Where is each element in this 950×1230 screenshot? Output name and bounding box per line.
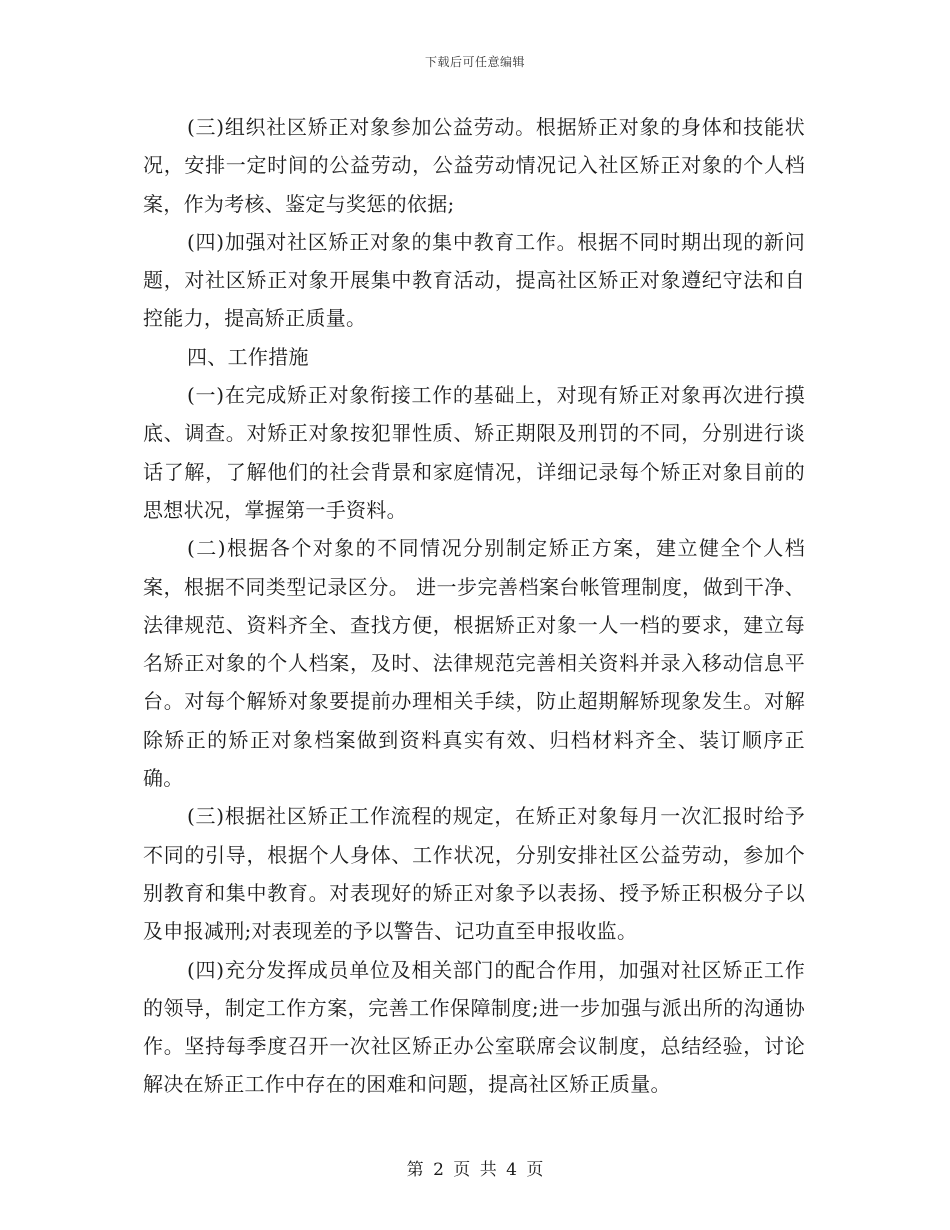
section-heading: 四、工作措施 [187, 344, 309, 369]
paragraph: (四)加强对社区矫正对象的集中教育工作。根据不同时期出现的新问题，对社区矫正对象开展集中教育活动，提高社区矫正对象遵纪守法和自控能力，提高矫正质量。 [143, 229, 805, 331]
paragraph: (三)根据社区矫正工作流程的规定，在矫正对象每月一次汇报时给予不同的引导，根据个人身体、工作状况，分别安排社区公益劳动，参加个别教育和集中教育。对表现好的矫正对象予以表扬、授予矫正积极分子以及申报减刑;对表现差的予以警告、记功直至申报收监。 [143, 804, 805, 944]
paragraph: (四)充分发挥成员单位及相关部门的配合作用，加强对社区矫正工作的领导，制定工作方案，完善工作保障制度;进一步加强与派出所的沟通协作。坚持每季度召开一次社区矫正办公室联席会议制度，总结经验，讨论解决在矫正工作中存在的困难和问题，提高社区矫正质量。 [143, 957, 805, 1097]
document-body [143, 108, 805, 1104]
paragraph: (一)在完成矫正对象衔接工作的基础上，对现有矫正对象再次进行摸底、调查。对矫正对象按犯罪性质、矫正期限及刑罚的不同，分别进行谈话了解，了解他们的社会背景和家庭情况，详细记录每个矫正对象目前的思想状况，掌握第一手资料。 [143, 383, 805, 522]
page-header: 下载后可任意编辑 [424, 55, 525, 69]
page-footer-page-number: 第 2 页 共 4 页 [406, 1160, 544, 1180]
paragraph: (二)根据各个对象的不同情况分别制定矫正方案，建立健全个人档案，根据不同类型记录区分。 进一步完善档案台帐管理制度，做到干净、法律规范、资料齐全、查找方便，根据矫正对象一人一档的要求，建立每名矫正对象的个人档案，及时、法律规范完善相关资料并录入移动信息平台。对每个解矫对象要提前办理相关手续，防止超期解矫现象发生。对解除矫正的矫正对象档案做到资料真实有效、归档材料齐全、装订顺序正确。 [143, 536, 805, 791]
paragraph: (三)组织社区矫正对象参加公益劳动。根据矫正对象的身体和技能状况，安排一定时间的公益劳动，公益劳动情况记入社区矫正对象的个人档案，作为考核、鉴定与奖惩的依据; [143, 115, 805, 216]
